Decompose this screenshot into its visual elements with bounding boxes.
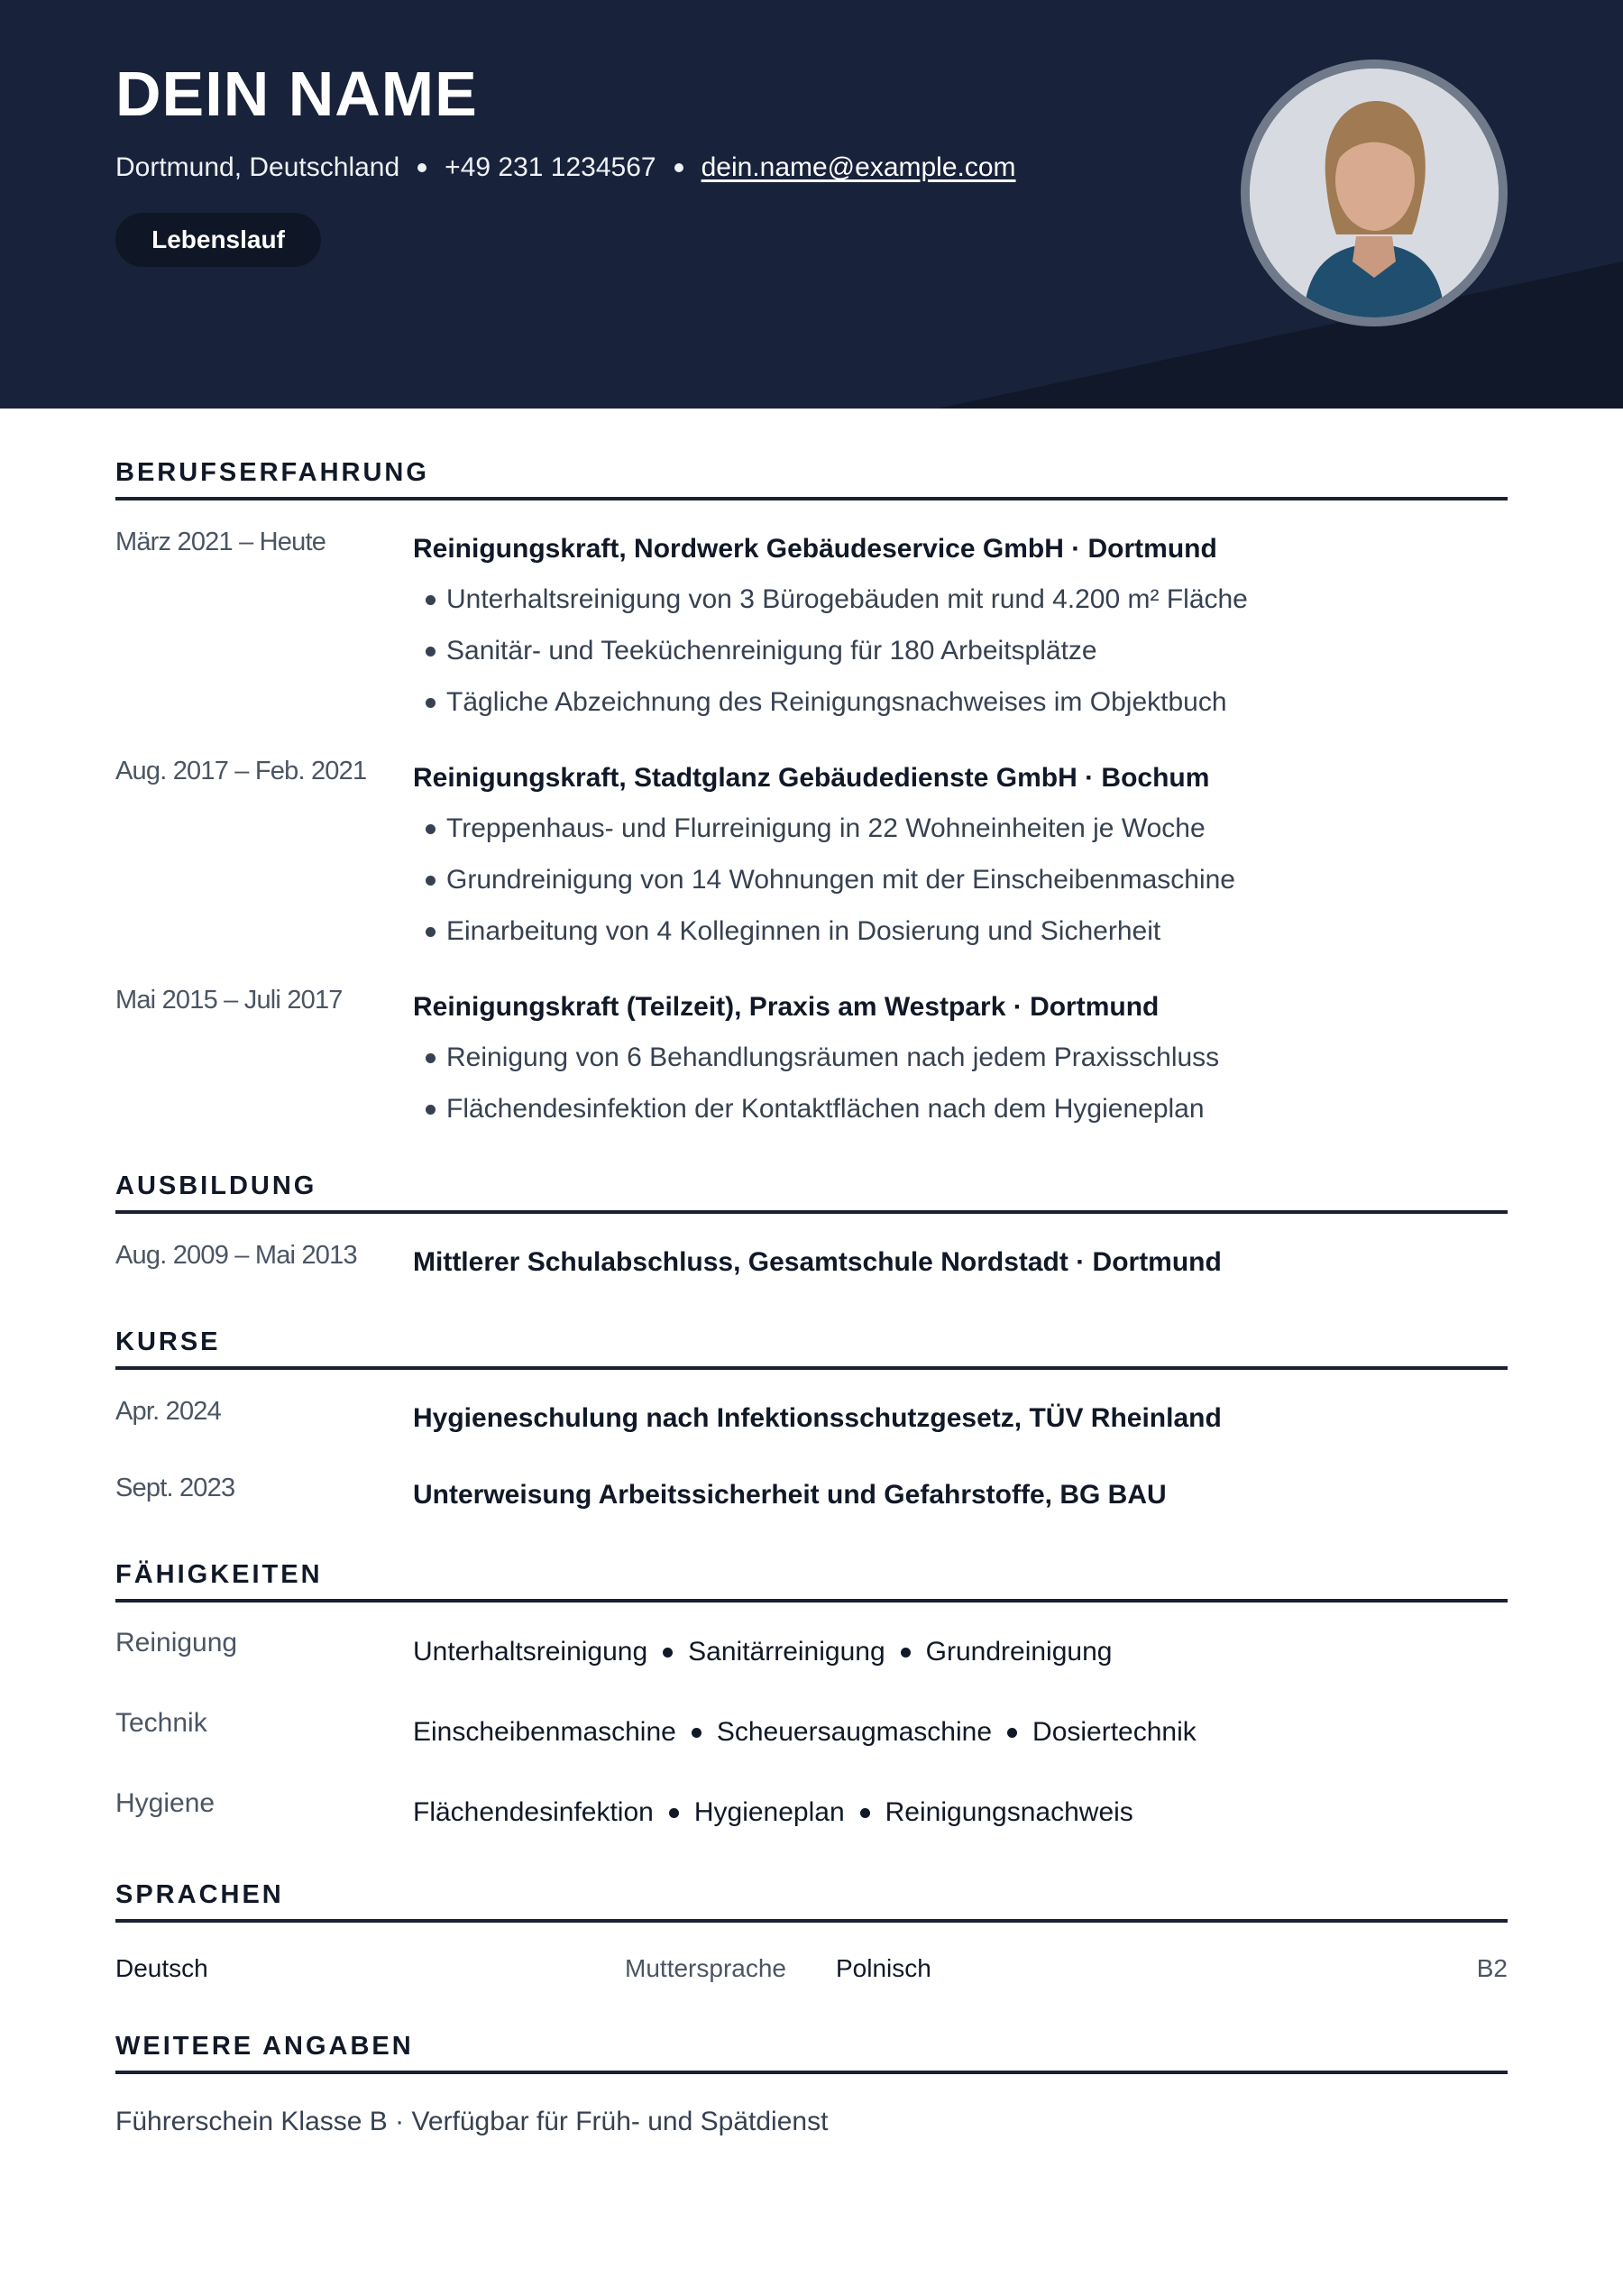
bullet-dot (426, 647, 436, 657)
candidate-name: DEIN NAME (115, 59, 478, 129)
section-title-additional: WEITERE ANGABEN (115, 2032, 414, 2061)
bullet-dot (426, 927, 436, 937)
bullet-dot (426, 824, 436, 834)
section-divider (115, 1919, 1508, 1923)
email-link[interactable]: dein.name@example.com (701, 152, 1016, 182)
skill-item: Grundreinigung (925, 1637, 1113, 1667)
course-date: Sept. 2023 (115, 1474, 235, 1502)
experience-title: Reinigungskraft, Stadtglanz Gebäudedienste GmbH · Bochum (413, 763, 1210, 793)
section-title-skills: FÄHIGKEITEN (115, 1560, 323, 1589)
section-title-languages: SPRACHEN (115, 1880, 284, 1909)
additional-info-text: Führerschein Klasse B · Verfügbar für Früh- und Spätdienst (115, 2107, 829, 2136)
experience-title: Reinigungskraft (Teilzeit), Praxis am Westpark · Dortmund (413, 992, 1160, 1022)
section-divider (115, 1599, 1508, 1603)
profile-photo (1241, 60, 1508, 326)
language-name: Polnisch (836, 1954, 931, 1982)
education-title: Mittlerer Schulabschluss, Gesamtschule Nordstadt · Dortmund (413, 1247, 1222, 1277)
experience-bullet (426, 584, 1248, 615)
skill-item: Unterhaltsreinigung (413, 1637, 648, 1667)
skill-group-list (413, 1637, 1112, 1667)
experience-bullet (426, 865, 1235, 895)
bullet-text: Reinigung von 6 Behandlungsräumen nach jedem Praxisschluss (446, 1042, 1220, 1072)
course-date: Apr. 2024 (115, 1397, 221, 1426)
bullet-text: Flächendesinfektion der Kontaktflächen nach dem Hygieneplan (446, 1094, 1205, 1124)
bullet-dot (426, 698, 436, 708)
phone-text[interactable]: +49 231 1234567 (445, 152, 656, 182)
separator-dot (692, 1728, 701, 1738)
skill-group-label: Technik (115, 1708, 207, 1738)
person-portrait-icon (1250, 69, 1499, 317)
section-divider (115, 1210, 1508, 1214)
bullet-text: Grundreinigung von 14 Wohnungen mit der Einscheibenmaschine (446, 865, 1235, 895)
bullet-text: Einarbeitung von 4 Kolleginnen in Dosierung und Sicherheit (446, 916, 1161, 946)
skill-item: Reinigungsnachweis (885, 1797, 1133, 1827)
bullet-text: Sanitär- und Teeküchenreinigung für 180 Arbeitsplätze (446, 636, 1097, 666)
bullet-text: Treppenhaus- und Flurreinigung in 22 Wohneinheiten je Woche (446, 813, 1206, 843)
education-date: Aug. 2009 – Mai 2013 (115, 1241, 357, 1270)
bullet-dot (426, 1105, 436, 1115)
experience-bullet (426, 916, 1160, 947)
experience-bullet (426, 1042, 1219, 1073)
experience-date: März 2021 – Heute (115, 528, 326, 556)
separator-dot (860, 1808, 870, 1818)
section-divider (115, 2071, 1508, 2074)
bullet-dot (426, 876, 436, 886)
header-banner (0, 0, 1623, 409)
language-level: B2 (1476, 1954, 1508, 1982)
document-type-badge: Lebenslauf (115, 213, 321, 267)
location-text: Dortmund, Deutschland (115, 152, 400, 182)
experience-bullet (426, 636, 1097, 666)
skill-group-label: Reinigung (115, 1628, 238, 1658)
separator-dot (674, 163, 683, 172)
skill-group-list (413, 1717, 1197, 1748)
skill-item: Sanitärreinigung (688, 1637, 885, 1667)
experience-bullet (426, 687, 1227, 718)
skill-item: Hygieneplan (693, 1797, 845, 1827)
contact-line (115, 150, 1016, 186)
bullet-dot (426, 1053, 436, 1063)
section-title-education: AUSBILDUNG (115, 1171, 317, 1200)
experience-bullet (426, 1094, 1205, 1125)
section-title-experience: BERUFSERFAHRUNG (115, 458, 429, 487)
skill-group-list (413, 1797, 1133, 1828)
section-title-courses: KURSE (115, 1327, 221, 1356)
separator-dot (417, 163, 426, 172)
bullet-dot (426, 595, 436, 605)
language-level: Muttersprache (625, 1954, 786, 1982)
experience-bullet (426, 813, 1206, 844)
skill-item: Flächendesinfektion (413, 1797, 654, 1827)
separator-dot (669, 1808, 679, 1818)
experience-title: Reinigungskraft, Nordwerk Gebäudeservice GmbH · Dortmund (413, 534, 1217, 564)
bullet-text: Tägliche Abzeichnung des Reinigungsnachweises im Objektbuch (446, 687, 1227, 717)
separator-dot (663, 1648, 673, 1658)
skill-group-label: Hygiene (115, 1788, 215, 1818)
course-title: Hygieneschulung nach Infektionsschutzgesetz, TÜV Rheinland (413, 1403, 1222, 1433)
separator-dot (901, 1648, 911, 1658)
bullet-text: Unterhaltsreinigung von 3 Bürogebäuden mit rund 4.200 m² Fläche (446, 584, 1248, 614)
separator-dot (1007, 1728, 1017, 1738)
language-name: Deutsch (115, 1954, 208, 1982)
section-divider (115, 1366, 1508, 1370)
experience-date: Aug. 2017 – Feb. 2021 (115, 757, 367, 785)
skill-item: Dosiertechnik (1032, 1717, 1197, 1747)
section-divider (115, 497, 1508, 501)
experience-date: Mai 2015 – Juli 2017 (115, 986, 343, 1015)
skill-item: Einscheibenmaschine (413, 1717, 676, 1747)
course-title: Unterweisung Arbeitssicherheit und Gefahrstoffe, BG BAU (413, 1480, 1167, 1510)
skill-item: Scheuersaugmaschine (716, 1717, 993, 1747)
